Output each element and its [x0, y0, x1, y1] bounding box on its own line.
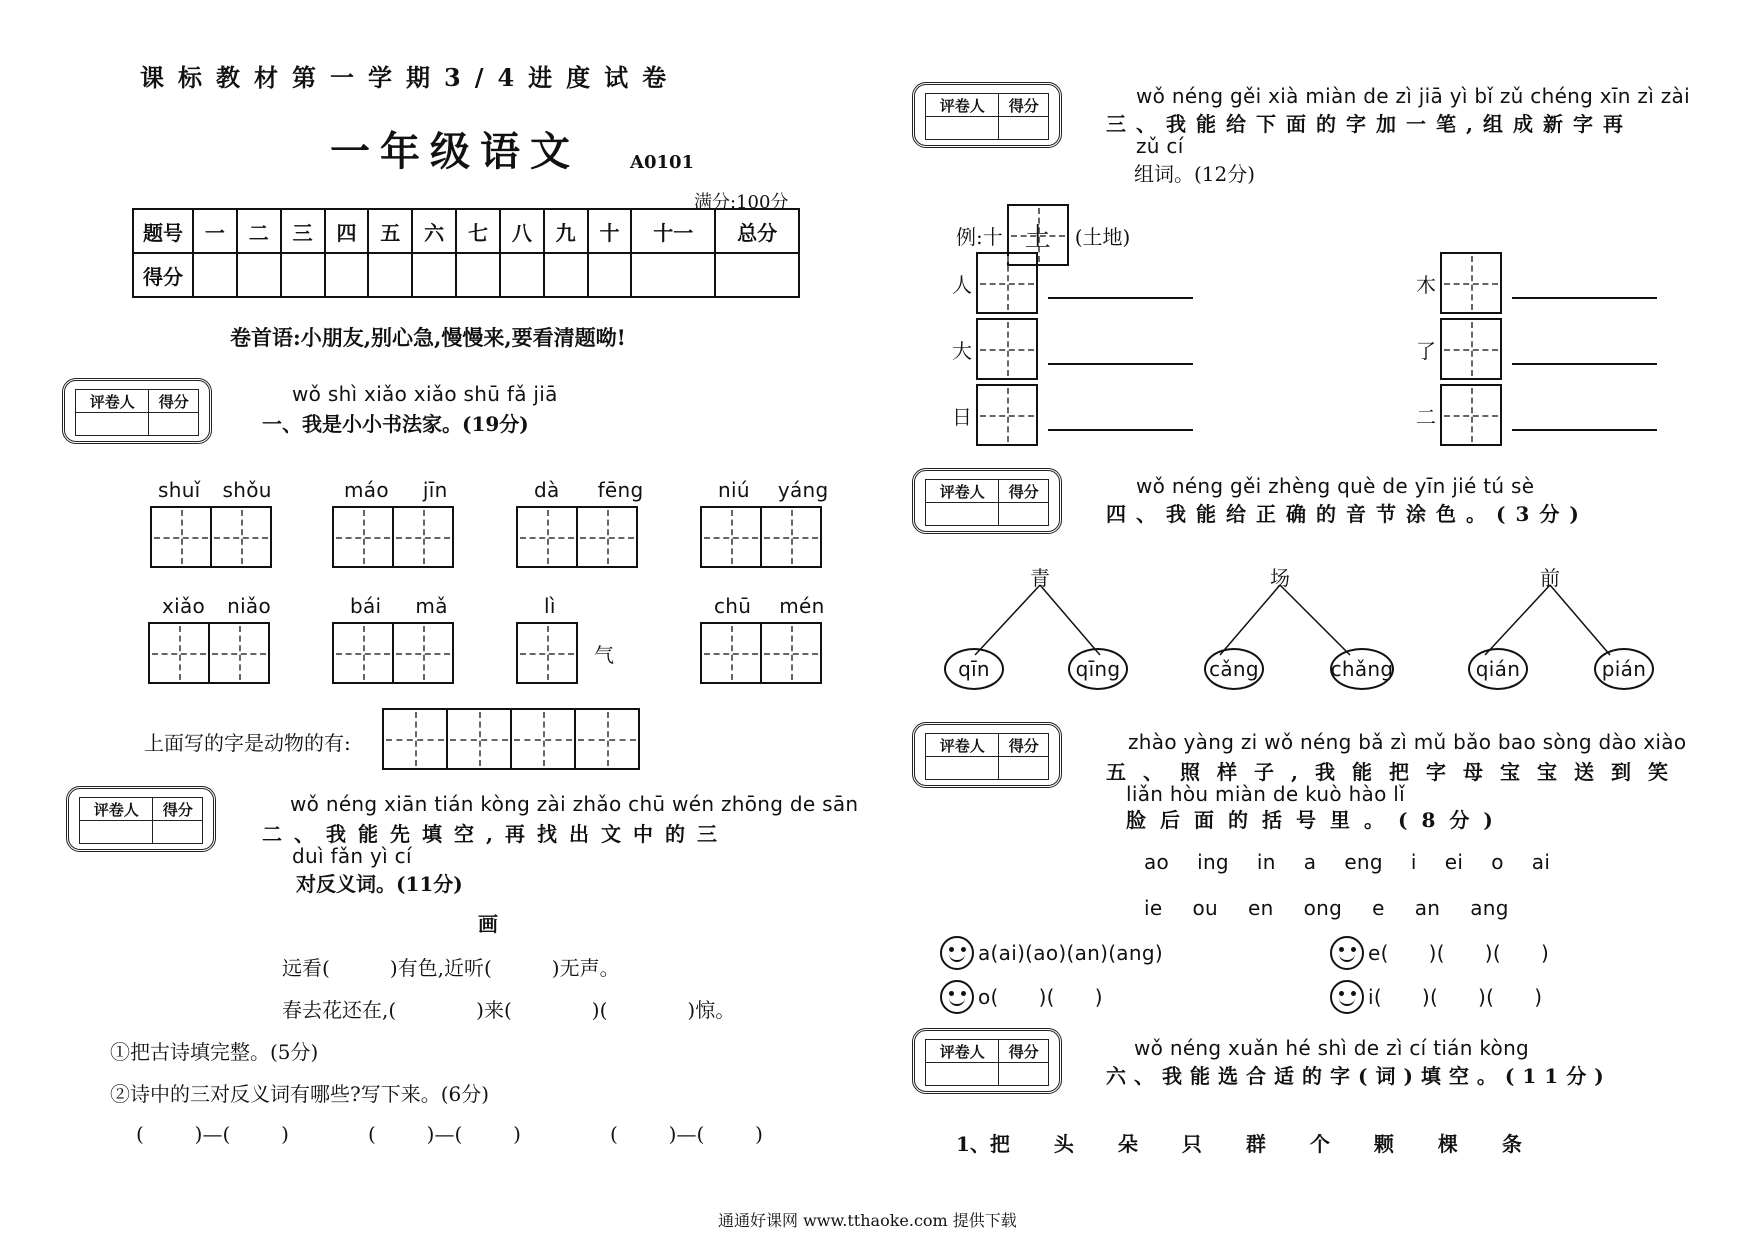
grader-box	[912, 468, 1062, 534]
q1-row2-item	[148, 594, 271, 684]
score-cell[interactable]	[544, 253, 588, 297]
letter: ing	[1197, 850, 1229, 874]
writing-grid[interactable]	[760, 506, 822, 568]
q1-title: 一、我是小小书法家。(19分)	[262, 412, 529, 436]
score-cell[interactable]	[500, 253, 544, 297]
smiley-face-icon	[1330, 936, 1364, 970]
poem-text: )有色,近听(	[389, 956, 492, 980]
example-answer: a(ai)(ao)(an)(ang)	[978, 941, 1163, 965]
letters-row-1	[1144, 850, 1550, 874]
letter: ie	[1144, 896, 1163, 920]
poem-title: 画	[478, 912, 498, 936]
smiley-row	[1330, 980, 1542, 1014]
letter: ang	[1470, 896, 1509, 920]
syllable-option[interactable]	[1204, 648, 1264, 690]
grader-box	[66, 786, 216, 852]
score-table	[132, 208, 800, 298]
score-cell[interactable]	[631, 253, 715, 297]
animals-label: 上面写的字是动物的有:	[144, 731, 351, 755]
score-col: 八	[500, 209, 544, 253]
q3-row	[952, 384, 1193, 446]
syllable-text: qīn	[958, 657, 990, 681]
letter: in	[1256, 850, 1276, 874]
answer-brackets[interactable]: o( )( )	[978, 985, 1103, 1009]
writing-grid[interactable]	[1440, 318, 1502, 380]
antonym-pair[interactable]: ( )—( )	[610, 1122, 763, 1146]
writing-grid[interactable]	[700, 622, 762, 684]
answer-line[interactable]	[1512, 363, 1657, 365]
reviewer-cell[interactable]	[926, 503, 999, 526]
main-title: 一年级语文	[330, 128, 580, 175]
score-cell[interactable]	[325, 253, 369, 297]
grader-score-cell[interactable]	[149, 413, 199, 436]
q3-title2: 组词。(12分)	[1134, 162, 1256, 186]
q2-pinyin2: duì fǎn yì cí	[292, 844, 412, 868]
q2-title: 二、我能先填空,再找出文中的三	[262, 822, 729, 846]
letter: ong	[1303, 896, 1343, 920]
pinyin: niǎo	[227, 594, 272, 618]
word-option: 头	[1053, 1132, 1074, 1156]
score-col: 十	[588, 209, 632, 253]
pinyin: shǒu	[222, 478, 272, 502]
answer-line[interactable]	[1048, 429, 1193, 431]
antonym-pair[interactable]: ( )—( )	[368, 1122, 521, 1146]
score-col: 六	[412, 209, 456, 253]
score-col: 二	[237, 209, 281, 253]
syllable-text: qīng	[1075, 657, 1121, 681]
score-col: 三	[281, 209, 325, 253]
example-word: (土地)	[1074, 224, 1131, 249]
q6-item-1	[956, 1128, 1522, 1157]
score-label: 得分	[999, 734, 1049, 757]
word-option: 条	[1501, 1132, 1522, 1156]
given-char: 二	[1416, 404, 1436, 429]
writing-grid[interactable]	[576, 506, 638, 568]
score-col: 四	[325, 209, 369, 253]
word-option: 颗	[1373, 1132, 1394, 1156]
syllable-option[interactable]	[944, 648, 1004, 690]
letter: e	[1372, 896, 1385, 920]
score-col: 总分	[715, 209, 799, 253]
given-char: 大	[952, 338, 972, 363]
score-label: 得分	[999, 94, 1049, 117]
writing-grid[interactable]	[516, 506, 578, 568]
letter: en	[1247, 896, 1274, 920]
q3-title: 三、我能给下面的字加一笔,组成新字再	[1106, 112, 1633, 136]
footer-credit: 通通好课网 www.tthaoke.com 提供下载	[718, 1211, 1017, 1230]
writing-grid[interactable]	[574, 708, 640, 770]
letter: an	[1414, 896, 1441, 920]
pinyin: yáng	[777, 478, 829, 502]
q6-title: 六、我能选合适的字(词)填空。(11分)	[1106, 1064, 1612, 1088]
word-option: 棵	[1437, 1132, 1458, 1156]
letter: ou	[1192, 896, 1218, 920]
q3-row	[952, 318, 1193, 380]
writing-grid[interactable]	[210, 506, 272, 568]
poem-line-1	[282, 952, 620, 981]
antonym-pair[interactable]: ( )—( )	[136, 1122, 289, 1146]
grader-box	[912, 82, 1062, 148]
given-char: 木	[1416, 272, 1436, 297]
syllable-text: pián	[1601, 657, 1647, 681]
syllable-text: chǎng	[1330, 657, 1394, 681]
score-label: 得分	[149, 390, 199, 413]
letter: o	[1491, 850, 1504, 874]
score-table-row-label: 题号	[133, 209, 193, 253]
score-label: 得分	[999, 1040, 1049, 1063]
q2-sub1: ①把古诗填完整。(5分)	[110, 1040, 319, 1064]
writing-grid[interactable]	[382, 708, 448, 770]
answer-line[interactable]	[1048, 363, 1193, 365]
answer-line[interactable]	[1512, 429, 1657, 431]
q1-pinyin: wǒ shì xiǎo xiǎo shū fǎ jiā	[292, 382, 558, 406]
poem-line-2	[282, 994, 735, 1023]
poem-text: )来(	[476, 998, 512, 1022]
pinyin: dà	[534, 478, 560, 502]
given-char: 气	[594, 642, 614, 667]
writing-grid[interactable]	[976, 252, 1038, 314]
writing-grid[interactable]	[332, 506, 394, 568]
q1-row2-item	[700, 594, 825, 684]
syllable-option[interactable]	[1468, 648, 1528, 690]
series-title: 课标教材第一学期3/4进度试卷	[140, 63, 681, 92]
poem-text: )(	[591, 998, 608, 1022]
given-char: 了	[1416, 338, 1436, 363]
pinyin: shuǐ	[158, 478, 201, 502]
reviewer-cell[interactable]	[76, 413, 149, 436]
answer-brackets[interactable]: i( )( )( )	[1368, 985, 1543, 1009]
word-option: 群	[1245, 1132, 1266, 1156]
score-cell[interactable]	[237, 253, 281, 297]
animals-answer-grid	[382, 708, 640, 770]
writing-grid[interactable]	[392, 506, 454, 568]
syllable-tree-lines	[930, 580, 1650, 670]
q6-pinyin: wǒ néng xuǎn hé shì de zì cí tián kòng	[1134, 1036, 1530, 1060]
score-cell[interactable]	[715, 253, 799, 297]
score-col: 十一	[631, 209, 715, 253]
grader-score-cell[interactable]	[999, 503, 1049, 526]
q4-pinyin: wǒ néng gěi zhèng què de yīn jié tú sè	[1136, 474, 1535, 498]
q3-row	[1416, 252, 1657, 314]
writing-grid[interactable]	[700, 506, 762, 568]
smiley-face-icon	[1330, 980, 1364, 1014]
q2-title2: 对反义词。(11分)	[296, 872, 463, 896]
syllable-option[interactable]	[1068, 648, 1128, 690]
reviewer-label: 评卷人	[76, 390, 149, 413]
poem-text: )惊。	[687, 998, 736, 1022]
score-label: 得分	[999, 480, 1049, 503]
reviewer-cell[interactable]	[926, 757, 999, 780]
writing-grid[interactable]	[976, 318, 1038, 380]
pinyin: mén	[779, 594, 825, 618]
reviewer-label: 评卷人	[926, 734, 999, 757]
q3-row	[952, 252, 1193, 314]
syllable-char: 青	[1030, 566, 1050, 590]
smiley-face-icon	[940, 980, 974, 1014]
pinyin: xiǎo	[162, 594, 206, 618]
grader-score-cell[interactable]	[999, 757, 1049, 780]
letters-row-2	[1144, 896, 1509, 920]
grader-score-cell[interactable]	[999, 117, 1049, 140]
syllable-char: 场	[1270, 566, 1290, 590]
pinyin: bái	[350, 594, 382, 618]
smiley-row	[1330, 936, 1549, 970]
grader-box	[62, 378, 212, 444]
reviewer-label: 评卷人	[926, 1040, 999, 1063]
writing-grid[interactable]	[516, 622, 578, 684]
letter: eng	[1344, 850, 1383, 874]
score-col: 七	[456, 209, 500, 253]
poem-text: )无声。	[551, 956, 620, 980]
pinyin: chū	[714, 594, 752, 618]
word-option: 个	[1309, 1132, 1330, 1156]
score-cell[interactable]	[588, 253, 632, 297]
q3-row	[1416, 384, 1657, 446]
grader-score-cell[interactable]	[999, 1063, 1049, 1086]
q5-pinyin2: liǎn hòu miàn de kuò hào lǐ	[1126, 782, 1406, 806]
writing-grid[interactable]	[208, 622, 270, 684]
answer-line[interactable]	[1512, 297, 1657, 299]
grader-score-cell[interactable]	[153, 821, 203, 844]
reviewer-cell[interactable]	[926, 117, 999, 140]
example-label: 例:十	[956, 224, 1003, 249]
syllable-text: cǎng	[1209, 657, 1259, 681]
word-option: 朵	[1117, 1132, 1138, 1156]
q3-row	[1416, 318, 1657, 380]
q2-pinyin: wǒ néng xiān tián kòng zài zhǎo chū wén zhōng de sān	[290, 792, 859, 816]
pinyin: máo	[344, 478, 389, 502]
q3-pinyin2: zǔ cí	[1136, 134, 1184, 158]
q1-row1-item	[700, 478, 828, 568]
pinyin: lì	[544, 594, 556, 618]
poem-text: 春去花还在,(	[282, 998, 397, 1022]
syllable-option[interactable]	[1594, 648, 1654, 690]
q1-row2-item	[516, 594, 614, 684]
syllable-char: 前	[1540, 566, 1560, 590]
q5-title: 五、照样子,我能把字母宝宝送到笑	[1106, 760, 1685, 784]
reviewer-label: 评卷人	[926, 480, 999, 503]
writing-grid[interactable]	[510, 708, 576, 770]
given-char: 人	[952, 272, 972, 297]
motto: 卷首语:小朋友,别心急,慢慢来,要看清题呦!	[230, 325, 626, 350]
reviewer-cell[interactable]	[80, 821, 153, 844]
letter: a	[1303, 850, 1317, 874]
score-label: 得分	[153, 798, 203, 821]
pinyin: fēng	[597, 478, 644, 502]
reviewer-label: 评卷人	[926, 94, 999, 117]
letter: i	[1410, 850, 1417, 874]
writing-grid[interactable]	[150, 506, 212, 568]
q1-row1-item	[516, 478, 643, 568]
letter: ao	[1144, 850, 1170, 874]
letter: ei	[1444, 850, 1464, 874]
q1-row2-item	[332, 594, 454, 684]
pinyin: mǎ	[415, 594, 448, 618]
given-char: 日	[952, 404, 972, 429]
answer-line[interactable]	[1048, 297, 1193, 299]
smiley-row	[940, 980, 1103, 1014]
smiley-face-icon	[940, 936, 974, 970]
writing-grid[interactable]	[392, 622, 454, 684]
q2-sub2: ②诗中的三对反义词有哪些?写下来。(6分)	[110, 1082, 490, 1106]
grader-box	[912, 722, 1062, 788]
q4-title: 四、我能给正确的音节涂色。(3分)	[1106, 502, 1589, 526]
score-col: 九	[544, 209, 588, 253]
score-cell[interactable]	[281, 253, 325, 297]
score-cell[interactable]	[193, 253, 237, 297]
reviewer-label: 评卷人	[80, 798, 153, 821]
example-char: 土	[1024, 222, 1051, 253]
writing-grid[interactable]	[760, 622, 822, 684]
score-table-row-label: 得分	[133, 253, 193, 297]
item-label: 1、把	[956, 1132, 1010, 1156]
letter: ai	[1531, 850, 1551, 874]
writing-grid[interactable]	[446, 708, 512, 770]
syllable-option[interactable]	[1330, 648, 1394, 690]
score-cell[interactable]	[368, 253, 412, 297]
q1-row1-item	[150, 478, 272, 568]
syllable-text: qián	[1475, 657, 1521, 681]
answer-brackets[interactable]: e( )( )( )	[1368, 941, 1550, 965]
q1-row1-item	[332, 478, 454, 568]
grader-box	[912, 1028, 1062, 1094]
writing-grid[interactable]	[1440, 384, 1502, 446]
writing-grid[interactable]	[1440, 252, 1502, 314]
score-cell[interactable]	[412, 253, 456, 297]
score-cell[interactable]	[456, 253, 500, 297]
reviewer-cell[interactable]	[926, 1063, 999, 1086]
pinyin: jīn	[422, 478, 448, 502]
word-option: 只	[1181, 1132, 1202, 1156]
q5-pinyin: zhào yàng zi wǒ néng bǎ zì mǔ bǎo bao sòng dào xiào	[1128, 730, 1687, 754]
paper-code: A0101	[630, 152, 695, 173]
q3-pinyin: wǒ néng gěi xià miàn de zì jiā yì bǐ zǔ chéng xīn zì zài	[1136, 84, 1690, 108]
writing-grid[interactable]	[148, 622, 210, 684]
score-col: 一	[193, 209, 237, 253]
smiley-row	[940, 936, 1163, 970]
pinyin: niú	[718, 478, 750, 502]
writing-grid[interactable]	[976, 384, 1038, 446]
full-marks: 满分:100分	[694, 192, 789, 213]
writing-grid[interactable]	[332, 622, 394, 684]
q5-title2: 脸后面的括号里。(8分)	[1126, 808, 1507, 832]
score-col: 五	[368, 209, 412, 253]
poem-text: 远看(	[282, 956, 330, 980]
